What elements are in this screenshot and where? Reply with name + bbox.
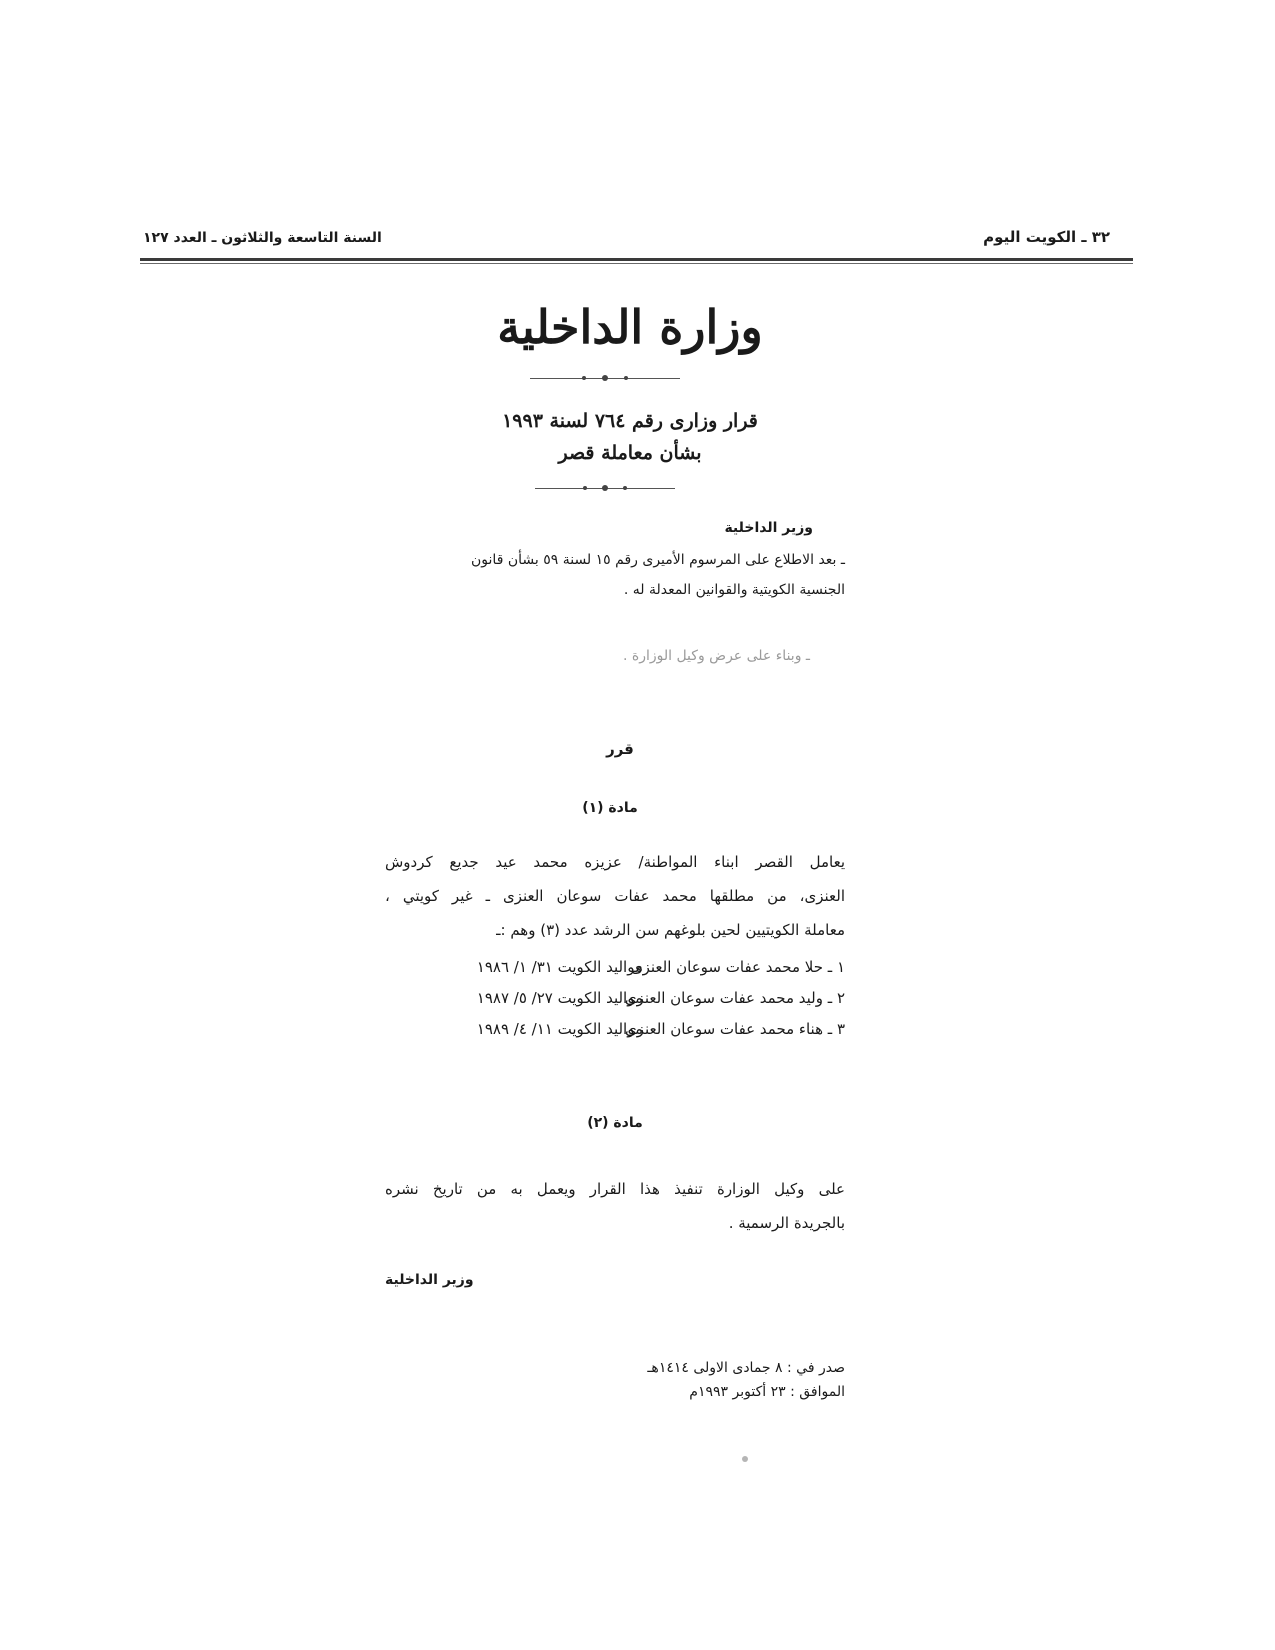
article-1-line: يعامل القصر ابناء المواطنة/ عزيزه محمد عيد جديع كردوش <box>385 853 845 871</box>
article-1-line: العنزى، من مطلقها محمد عفات سوعان العنزى ـ غير كويتي ، <box>385 887 845 905</box>
child-birth: مواليد الكويت ٢٧/ ٥/ ١٩٨٧ <box>476 989 643 1007</box>
page-header-title: ٣٢ ـ الكويت اليوم <box>983 228 1110 246</box>
issued-date-gregorian: الموافق : ٢٣ أكتوبر ١٩٩٣م <box>689 1384 845 1400</box>
child-birth: مواليد الكويت ١١/ ٤/ ١٩٨٩ <box>476 1020 643 1038</box>
preamble-line: الجنسية الكويتية والقوانين المعدلة له . <box>623 582 845 598</box>
article-2-body <box>385 1172 845 1240</box>
article-1-body <box>385 845 845 947</box>
article-2-line: بالجريدة الرسمية . <box>728 1214 845 1232</box>
preamble-minister: وزير الداخلية <box>724 520 813 536</box>
issue-info: السنة التاسعة والثلاثون ـ العدد ١٢٧ <box>143 230 382 246</box>
article-1-line: معاملة الكويتيين لحين بلوغهم سن الرشد عدد (٣) وهم :ـ <box>496 921 845 939</box>
child-name: ٢ ـ وليد محمد عفات سوعان العنزى <box>624 989 845 1007</box>
preamble-line: ـ وبناء على عرض وكيل الوزارة . <box>622 648 810 664</box>
decided-heading: قرر <box>606 740 634 758</box>
preamble-line: ـ بعد الاطلاع على المرسوم الأميرى رقم ١٥ لسنة ٥٩ بشأن قانون <box>471 552 845 568</box>
child-name: ١ ـ حلا محمد عفات سوعان العنزى <box>630 958 845 976</box>
ministry-title: وزارة الداخلية <box>497 300 763 354</box>
scan-speck <box>742 1456 748 1462</box>
child-name: ٣ ـ هناء محمد عفات سوعان العنزى <box>625 1020 845 1038</box>
ornament-divider-top <box>530 375 680 383</box>
header-rule-thin <box>140 263 1133 264</box>
child-birth: مواليد الكويت ٣١/ ١/ ١٩٨٦ <box>476 958 643 976</box>
issued-date-hijri: صدر في : ٨ جمادى الاولى ١٤١٤هـ <box>647 1360 845 1376</box>
article-2-line: على وكيل الوزارة تنفيذ هذا القرار ويعمل به من تاريخ نشره <box>385 1180 845 1198</box>
ornament-divider-bottom <box>535 485 675 493</box>
decree-title: قرار وزارى رقم ٧٦٤ لسنة ١٩٩٣ <box>502 410 758 432</box>
header-rule <box>140 258 1133 261</box>
article-2-heading: مادة (٢) <box>587 1115 643 1131</box>
signature: وزير الداخلية <box>385 1272 474 1288</box>
article-1-heading: مادة (١) <box>582 800 638 816</box>
decree-subject: بشأن معاملة قصر <box>558 442 702 464</box>
